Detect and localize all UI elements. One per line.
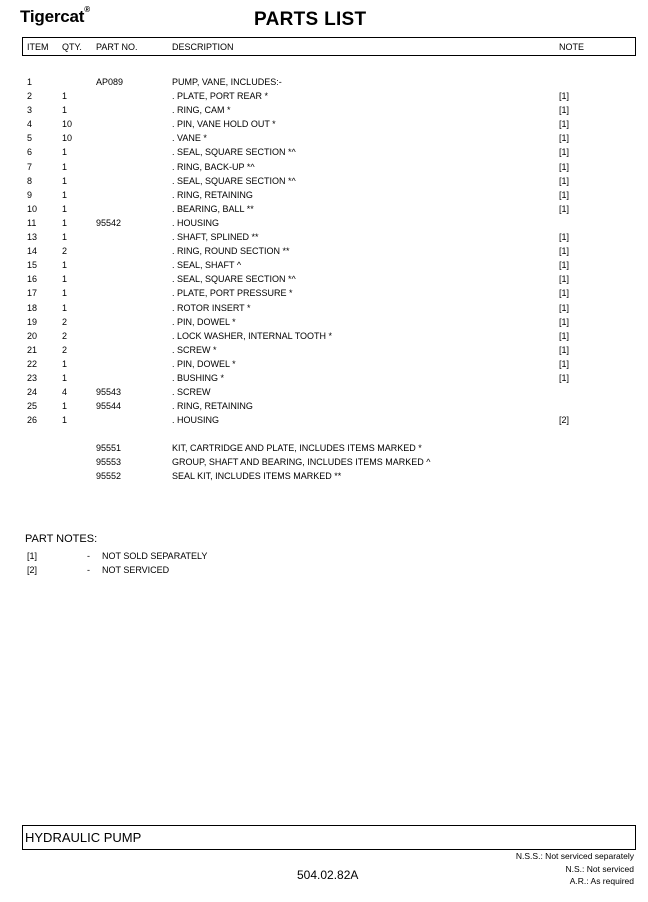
document-number: 504.02.82A <box>297 868 359 882</box>
item-number: 6 <box>27 147 33 158</box>
quantity: 1 <box>62 372 68 383</box>
note-ref: [1] <box>559 274 570 285</box>
note-ref: [2] <box>559 415 570 426</box>
description: GROUP, SHAFT AND BEARING, INCLUDES ITEMS MARKED ^ <box>172 457 431 468</box>
quantity: 1 <box>62 401 68 412</box>
item-number: 16 <box>27 274 38 285</box>
description: . VANE * <box>172 133 207 144</box>
item-number: 19 <box>27 316 38 327</box>
table-row <box>0 103 648 117</box>
quantity: 1 <box>62 161 68 172</box>
table-row <box>0 188 648 202</box>
item-number: 5 <box>27 133 33 144</box>
description: SEAL KIT, INCLUDES ITEMS MARKED ** <box>172 471 342 482</box>
table-row <box>0 357 648 371</box>
table-row <box>0 371 648 385</box>
note-ref: [1] <box>559 358 570 369</box>
quantity: 10 <box>62 119 73 130</box>
description: . PIN, DOWEL * <box>172 316 236 327</box>
description: . RING, BACK-UP *^ <box>172 161 255 172</box>
part-note-row <box>0 563 648 577</box>
quantity: 1 <box>62 217 68 228</box>
quantity: 1 <box>62 302 68 313</box>
table-row <box>0 174 648 188</box>
description: . RING, CAM * <box>172 105 231 116</box>
description: . SHAFT, SPLINED ** <box>172 232 259 243</box>
section-title: HYDRAULIC PUMP <box>25 830 142 845</box>
description: . PLATE, PORT PRESSURE * <box>172 288 293 299</box>
brand-name: Tigercat <box>20 7 85 26</box>
quantity: 2 <box>62 344 68 355</box>
description: . PLATE, PORT REAR * <box>172 91 269 102</box>
legend-line: N.S.: Not serviced <box>565 863 634 874</box>
quantity: 1 <box>62 415 68 426</box>
quantity: 2 <box>62 330 68 341</box>
item-number: 21 <box>27 344 38 355</box>
table-row <box>0 117 648 131</box>
item-number: 7 <box>27 161 33 172</box>
item-number: 8 <box>27 175 33 186</box>
part-number: AP089 <box>96 77 124 87</box>
item-number: 9 <box>27 189 33 200</box>
description: . HOUSING <box>172 217 220 228</box>
part-number: 95551 <box>96 443 122 453</box>
note-ref: [1] <box>559 344 570 355</box>
table-row <box>0 89 648 103</box>
part-number: 95542 <box>96 217 122 228</box>
note-ref: [1] <box>559 246 570 257</box>
table-row <box>0 272 648 286</box>
kit-row <box>0 455 648 469</box>
part-number: 95543 <box>96 387 122 398</box>
table-row <box>0 216 648 230</box>
quantity: 1 <box>62 203 68 214</box>
quantity: 1 <box>62 91 68 102</box>
table-row <box>0 258 648 272</box>
table-row <box>0 343 648 357</box>
legend-line: N.S.S.: Not serviced separately <box>515 851 634 861</box>
table-row <box>0 399 648 413</box>
item-number: 4 <box>27 119 33 130</box>
description: . RING, RETAINING <box>172 189 253 200</box>
note-ref: [1] <box>559 161 570 172</box>
note-ref: [1] <box>559 232 570 243</box>
table-row <box>0 202 648 216</box>
item-number: 24 <box>27 387 38 398</box>
quantity: 1 <box>62 274 68 285</box>
header-part-no: PART NO. <box>96 42 138 52</box>
header-description: DESCRIPTION <box>172 42 234 52</box>
note-ref: [1] <box>559 133 570 144</box>
description: . PIN, DOWEL * <box>172 358 236 369</box>
table-row <box>0 160 648 174</box>
item-number: 25 <box>27 401 38 412</box>
item-number: 10 <box>27 203 38 214</box>
note-ref: [1] <box>559 203 570 214</box>
item-number: 11 <box>27 217 37 228</box>
table-row <box>0 244 648 258</box>
part-notes-title: PART NOTES: <box>25 533 98 545</box>
item-number: 18 <box>27 302 38 313</box>
item-number: 1 <box>27 77 33 87</box>
part-note-dash: - <box>87 565 90 575</box>
item-number: 26 <box>27 415 38 426</box>
kit-row <box>0 469 648 483</box>
item-number: 14 <box>27 246 38 257</box>
description: . ROTOR INSERT * <box>172 302 251 313</box>
item-number: 15 <box>27 260 38 271</box>
kit-row <box>0 441 648 455</box>
part-number: 95553 <box>96 457 122 468</box>
part-note-dash: - <box>87 551 90 561</box>
item-number: 2 <box>27 91 33 102</box>
note-ref: [1] <box>559 316 570 327</box>
table-row <box>0 286 648 300</box>
quantity: 1 <box>62 105 68 116</box>
quantity: 1 <box>62 147 68 158</box>
part-note-text: NOT SERVICED <box>102 565 170 575</box>
description: . SEAL, SHAFT ^ <box>172 260 242 271</box>
item-number: 17 <box>27 288 38 299</box>
brand-logo <box>20 7 90 27</box>
description: . HOUSING <box>172 415 220 426</box>
quantity: 4 <box>62 387 68 398</box>
abbreviation-legend <box>516 850 634 888</box>
table-row <box>0 413 648 427</box>
item-number: 20 <box>27 330 38 341</box>
description: . SEAL, SQUARE SECTION *^ <box>172 175 296 186</box>
header-qty: QTY. <box>62 42 82 52</box>
table-row <box>0 131 648 145</box>
note-ref: [1] <box>559 302 570 313</box>
table-row <box>0 145 648 159</box>
note-ref: [1] <box>559 175 570 186</box>
page-title: PARTS LIST <box>254 9 367 30</box>
part-number: 95544 <box>96 401 122 412</box>
part-note-row <box>0 549 648 563</box>
note-ref: [1] <box>559 189 570 200</box>
description: . SEAL, SQUARE SECTION *^ <box>172 147 296 158</box>
quantity: 10 <box>62 133 73 144</box>
table-row <box>0 315 648 329</box>
description: . SCREW * <box>172 344 217 355</box>
legend-line: A.R.: As required <box>569 876 634 886</box>
description: . RING, ROUND SECTION ** <box>172 246 290 257</box>
table-row <box>0 385 648 399</box>
quantity: 1 <box>62 232 68 243</box>
header-item: ITEM <box>27 42 49 52</box>
quantity: 1 <box>62 358 68 369</box>
note-ref: [1] <box>559 119 570 130</box>
registered-mark: ® <box>84 5 90 14</box>
note-ref: [1] <box>559 147 570 158</box>
note-ref: [1] <box>559 105 570 116</box>
description: KIT, CARTRIDGE AND PLATE, INCLUDES ITEMS MARKED * <box>172 443 422 453</box>
description: . PIN, VANE HOLD OUT * <box>172 119 276 130</box>
description: . BEARING, BALL ** <box>172 203 254 214</box>
part-number: 95552 <box>96 471 122 482</box>
part-note-text: NOT SOLD SEPARATELY <box>102 551 208 561</box>
item-number: 3 <box>27 105 33 116</box>
part-note-code: [2] <box>27 565 38 575</box>
note-ref: [1] <box>559 288 570 299</box>
description: . RING, RETAINING <box>172 401 253 412</box>
table-row <box>0 329 648 343</box>
quantity: 2 <box>62 316 68 327</box>
note-ref: [1] <box>559 91 570 102</box>
quantity: 1 <box>62 175 68 186</box>
note-ref: [1] <box>559 260 570 271</box>
quantity: 1 <box>62 189 68 200</box>
kits-list <box>0 441 648 483</box>
description: . BUSHING * <box>172 372 225 383</box>
description: . SCREW <box>172 387 211 398</box>
table-row <box>0 230 648 244</box>
item-number: 22 <box>27 358 38 369</box>
table-row <box>0 75 648 89</box>
quantity: 1 <box>62 260 68 271</box>
description: PUMP, VANE, INCLUDES:- <box>172 77 282 87</box>
item-number: 23 <box>27 372 38 383</box>
item-number: 13 <box>27 232 38 243</box>
description: . SEAL, SQUARE SECTION *^ <box>172 274 296 285</box>
quantity: 2 <box>62 246 68 257</box>
description: . LOCK WASHER, INTERNAL TOOTH * <box>172 330 333 341</box>
part-note-code: [1] <box>27 551 38 561</box>
table-row <box>0 301 648 315</box>
note-ref: [1] <box>559 372 570 383</box>
parts-table-body <box>0 75 648 427</box>
header-note: NOTE <box>559 42 585 52</box>
quantity: 1 <box>62 288 68 299</box>
note-ref: [1] <box>559 330 570 341</box>
